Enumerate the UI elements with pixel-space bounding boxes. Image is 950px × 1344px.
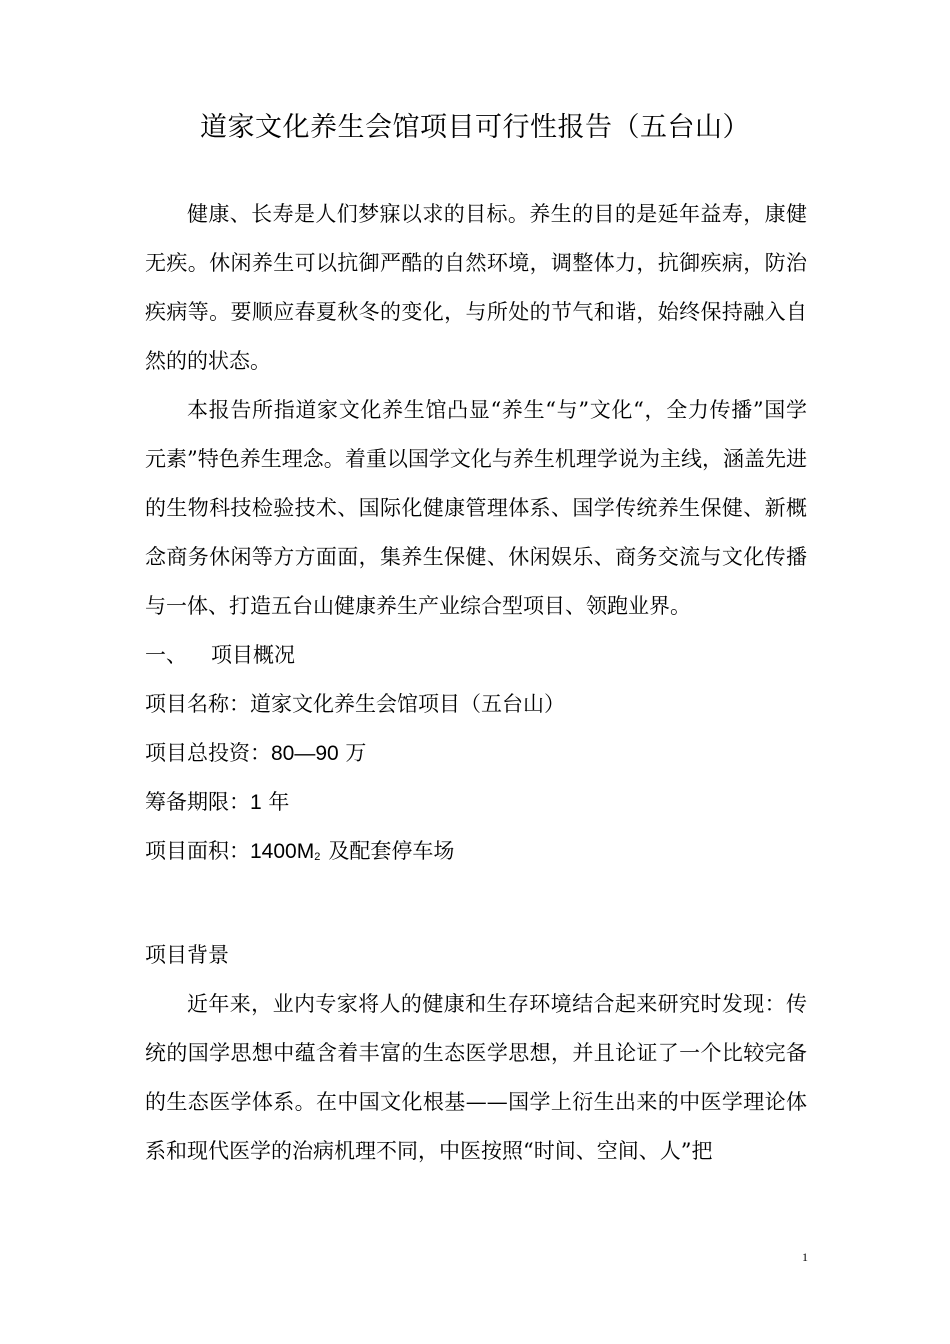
project-area-subscript: 2 <box>314 851 321 863</box>
project-period-label: 筹备期限： <box>145 790 250 814</box>
project-area-label: 项目面积： <box>145 839 250 863</box>
project-area-suffix: 及配套停车场 <box>328 839 455 863</box>
project-area-line <box>145 827 807 882</box>
project-investment-unit: 万 <box>338 741 367 765</box>
project-period-unit: 年 <box>261 790 290 814</box>
project-investment-line <box>145 729 807 778</box>
project-period-value: 1 <box>250 791 262 814</box>
document-body <box>145 190 807 1176</box>
project-investment-label: 项目总投资： <box>145 741 271 765</box>
project-investment-value: 80—90 <box>271 742 339 765</box>
project-name-label: 项目名称： <box>145 692 250 716</box>
page-number: 1 <box>802 1250 808 1264</box>
section-number: 一、 <box>145 643 187 667</box>
intro-paragraph-1: 健康、长寿是人们梦寐以求的目标。养生的目的是延年益寿，康健无疾。休闲养生可以抗御严酷的自然环境，调整体力，抗御疾病，防治疾病等。要顺应春夏秋冬的变化，与所处的节气和谐，始终保持融入自然的的状态。 <box>145 202 807 373</box>
section-title: 项目概况 <box>211 643 295 667</box>
project-name-line <box>145 680 807 729</box>
blank-line <box>145 882 807 931</box>
project-period-line <box>145 778 807 827</box>
project-area-value: 1400M <box>250 840 315 863</box>
section-heading-background: 项目背景 <box>145 943 229 967</box>
section-heading-overview <box>145 631 807 680</box>
background-paragraph: 近年来，业内专家将人的健康和生存环境结合起来研究时发现：传统的国学思想中蕴含着丰富的生态医学思想，并且论证了一个比较完备的生态医学体系。在中国文化根基——国学上衍生出来的中医学理论体系和现代医学的治病机理不同，中医按照“时间、空间、人”把 <box>145 992 807 1163</box>
intro-paragraph-2: 本报告所指道家文化养生馆凸显“养生“与”文化“，全力传播”国学元素”特色养生理念。着重以国学文化与养生机理学说为主线，涵盖先进的生物科技检验技术、国际化健康管理体系、国学传统养生保健、新概念商务休闲等方方面面，集养生保健、休闲娱乐、商务交流与文化传播与一体、打造五台山健康养生产业综合型项目、领跑业界。 <box>145 398 807 618</box>
document-title: 道家文化养生会馆项目可行性报告（五台山） <box>200 112 750 143</box>
project-name-value: 道家文化养生会馆项目（五台山） <box>250 692 565 716</box>
